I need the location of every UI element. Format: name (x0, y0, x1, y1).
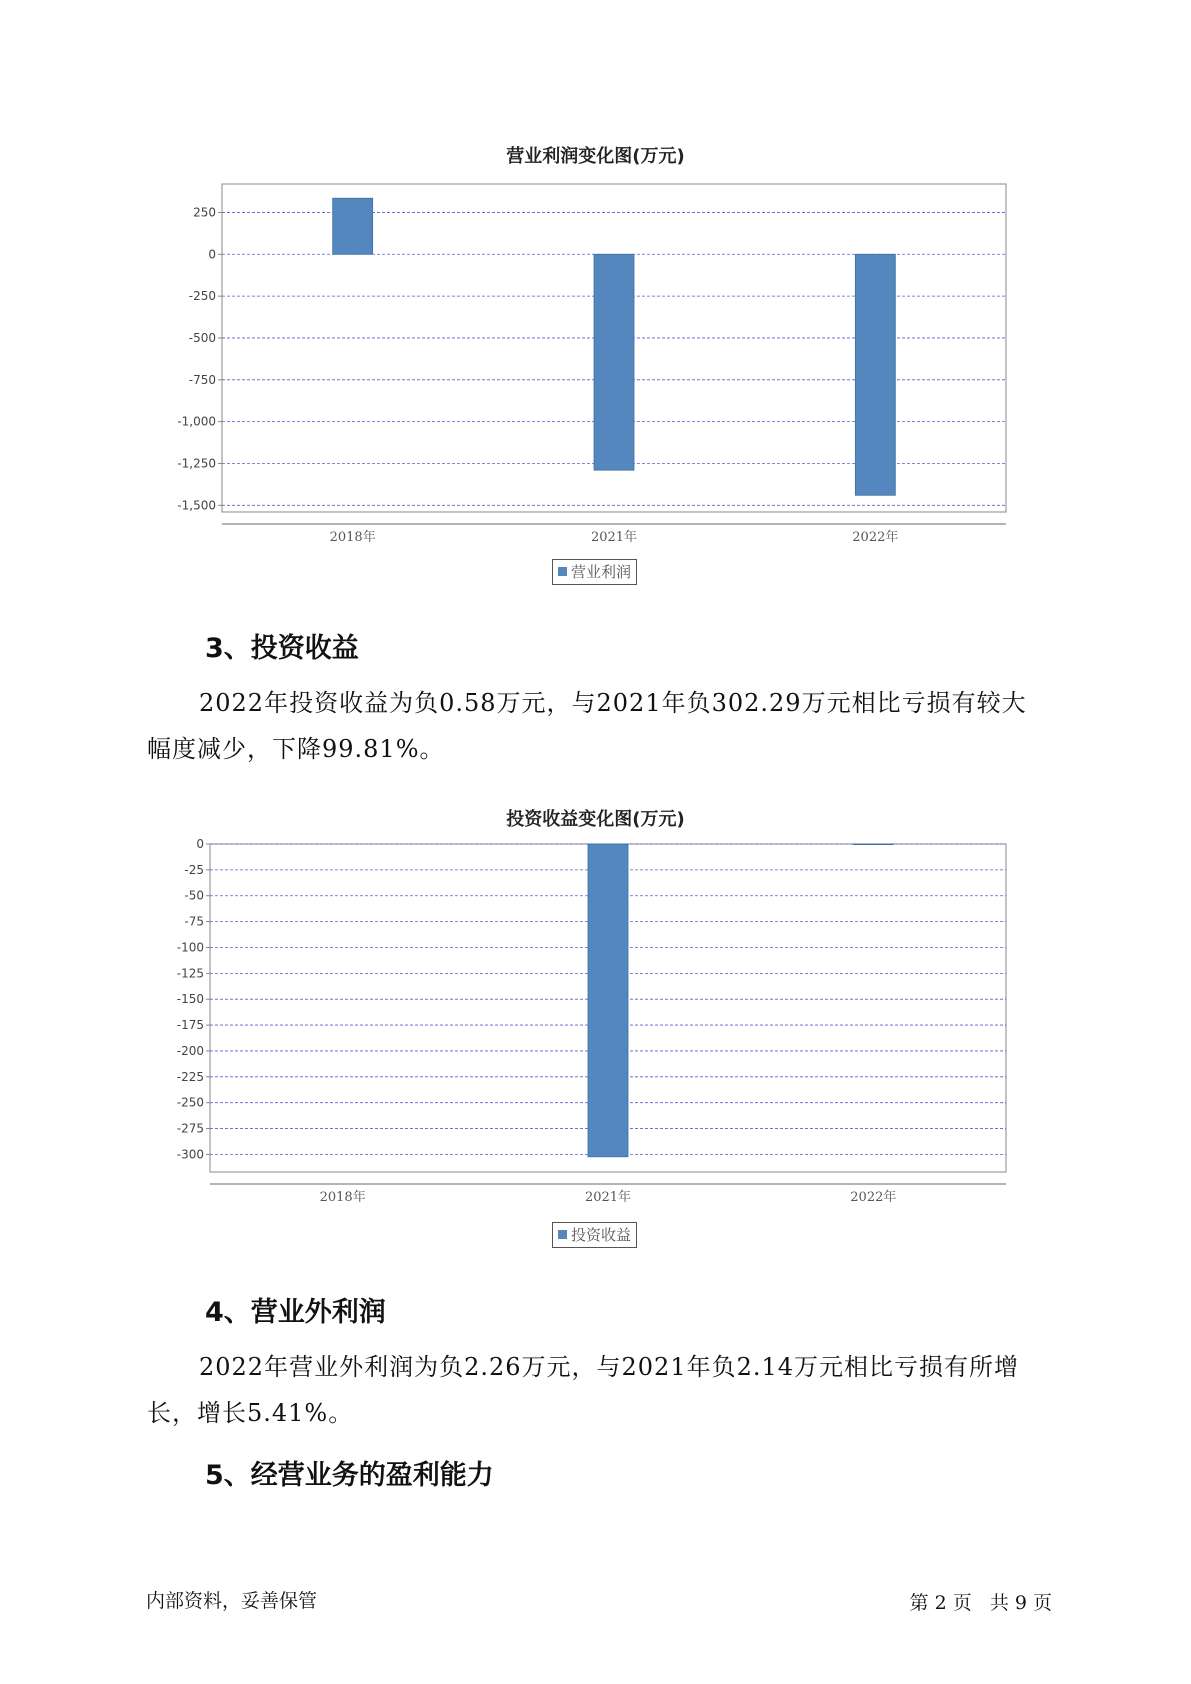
chart1-ytick-label: 0 (208, 247, 216, 262)
chart2-category-label: 2021年 (584, 1190, 632, 1205)
chart1-ytick-label: -1,000 (177, 414, 216, 429)
footer-note: 内部资料，妥善保管 (146, 1590, 318, 1612)
chart2-ytick-label: -75 (184, 914, 204, 929)
chart2-bar (853, 844, 893, 845)
chart2-ytick-label: -100 (176, 940, 204, 955)
section5-title: 5、经营业务的盈利能力 (205, 1460, 494, 1491)
chart1-legend-label: 营业利润 (571, 563, 632, 581)
section3-title: 3、投资收益 (205, 633, 359, 664)
chart2-category-label: 2018年 (319, 1190, 366, 1205)
chart2-ytick-label: -275 (176, 1121, 204, 1136)
chart1-ytick-label: -500 (188, 330, 216, 345)
chart2-legend (552, 1222, 637, 1248)
chart2-title: 投资收益变化图(万元) (506, 809, 685, 830)
chart1-ytick-label: -1,500 (177, 498, 216, 513)
chart2-bar (588, 844, 628, 1157)
chart2-ytick-label: -200 (176, 1043, 204, 1058)
chart2-ytick-label: -225 (176, 1069, 204, 1084)
chart2-ytick-label: -175 (176, 1018, 204, 1033)
legend-swatch (558, 1230, 567, 1239)
chart1-ytick-label: -750 (188, 372, 216, 387)
section4-text: 2022年营业外利润为负2.26万元，与2021年负2.14万元相比亏损有所增长，增长5.41%。 (147, 1353, 1020, 1427)
chart2-ytick-label: -125 (176, 966, 204, 981)
chart2-ytick-label: -250 (176, 1095, 204, 1110)
chart1-ytick-label: -1,250 (177, 456, 216, 471)
chart1-ytick-label: 250 (193, 205, 216, 220)
chart1-category-label: 2022年 (852, 530, 899, 545)
chart2-ytick-label: -150 (176, 992, 204, 1007)
chart2-ytick-label: -50 (184, 888, 204, 903)
section3-text: 2022年投资收益为负0.58万元，与2021年负302.29万元相比亏损有较大幅度减少，下降99.81%。 (147, 689, 1027, 763)
chart1-ytick-label: -250 (188, 289, 216, 304)
page-number: 第 2 页 共 9 页 (909, 1592, 1052, 1614)
chart2-ytick-label: -300 (176, 1147, 204, 1162)
chart1-category-label: 2021年 (590, 530, 638, 545)
chart2-ytick-label: -25 (184, 862, 204, 877)
chart2-category-label: 2022年 (850, 1190, 897, 1205)
chart2-ytick-label: 0 (196, 837, 204, 851)
chart1-title: 营业利润变化图(万元) (506, 146, 685, 167)
section4-title: 4、营业外利润 (205, 1297, 386, 1328)
chart2-legend-label: 投资收益 (571, 1226, 632, 1244)
chart1-category-label: 2018年 (329, 530, 376, 545)
